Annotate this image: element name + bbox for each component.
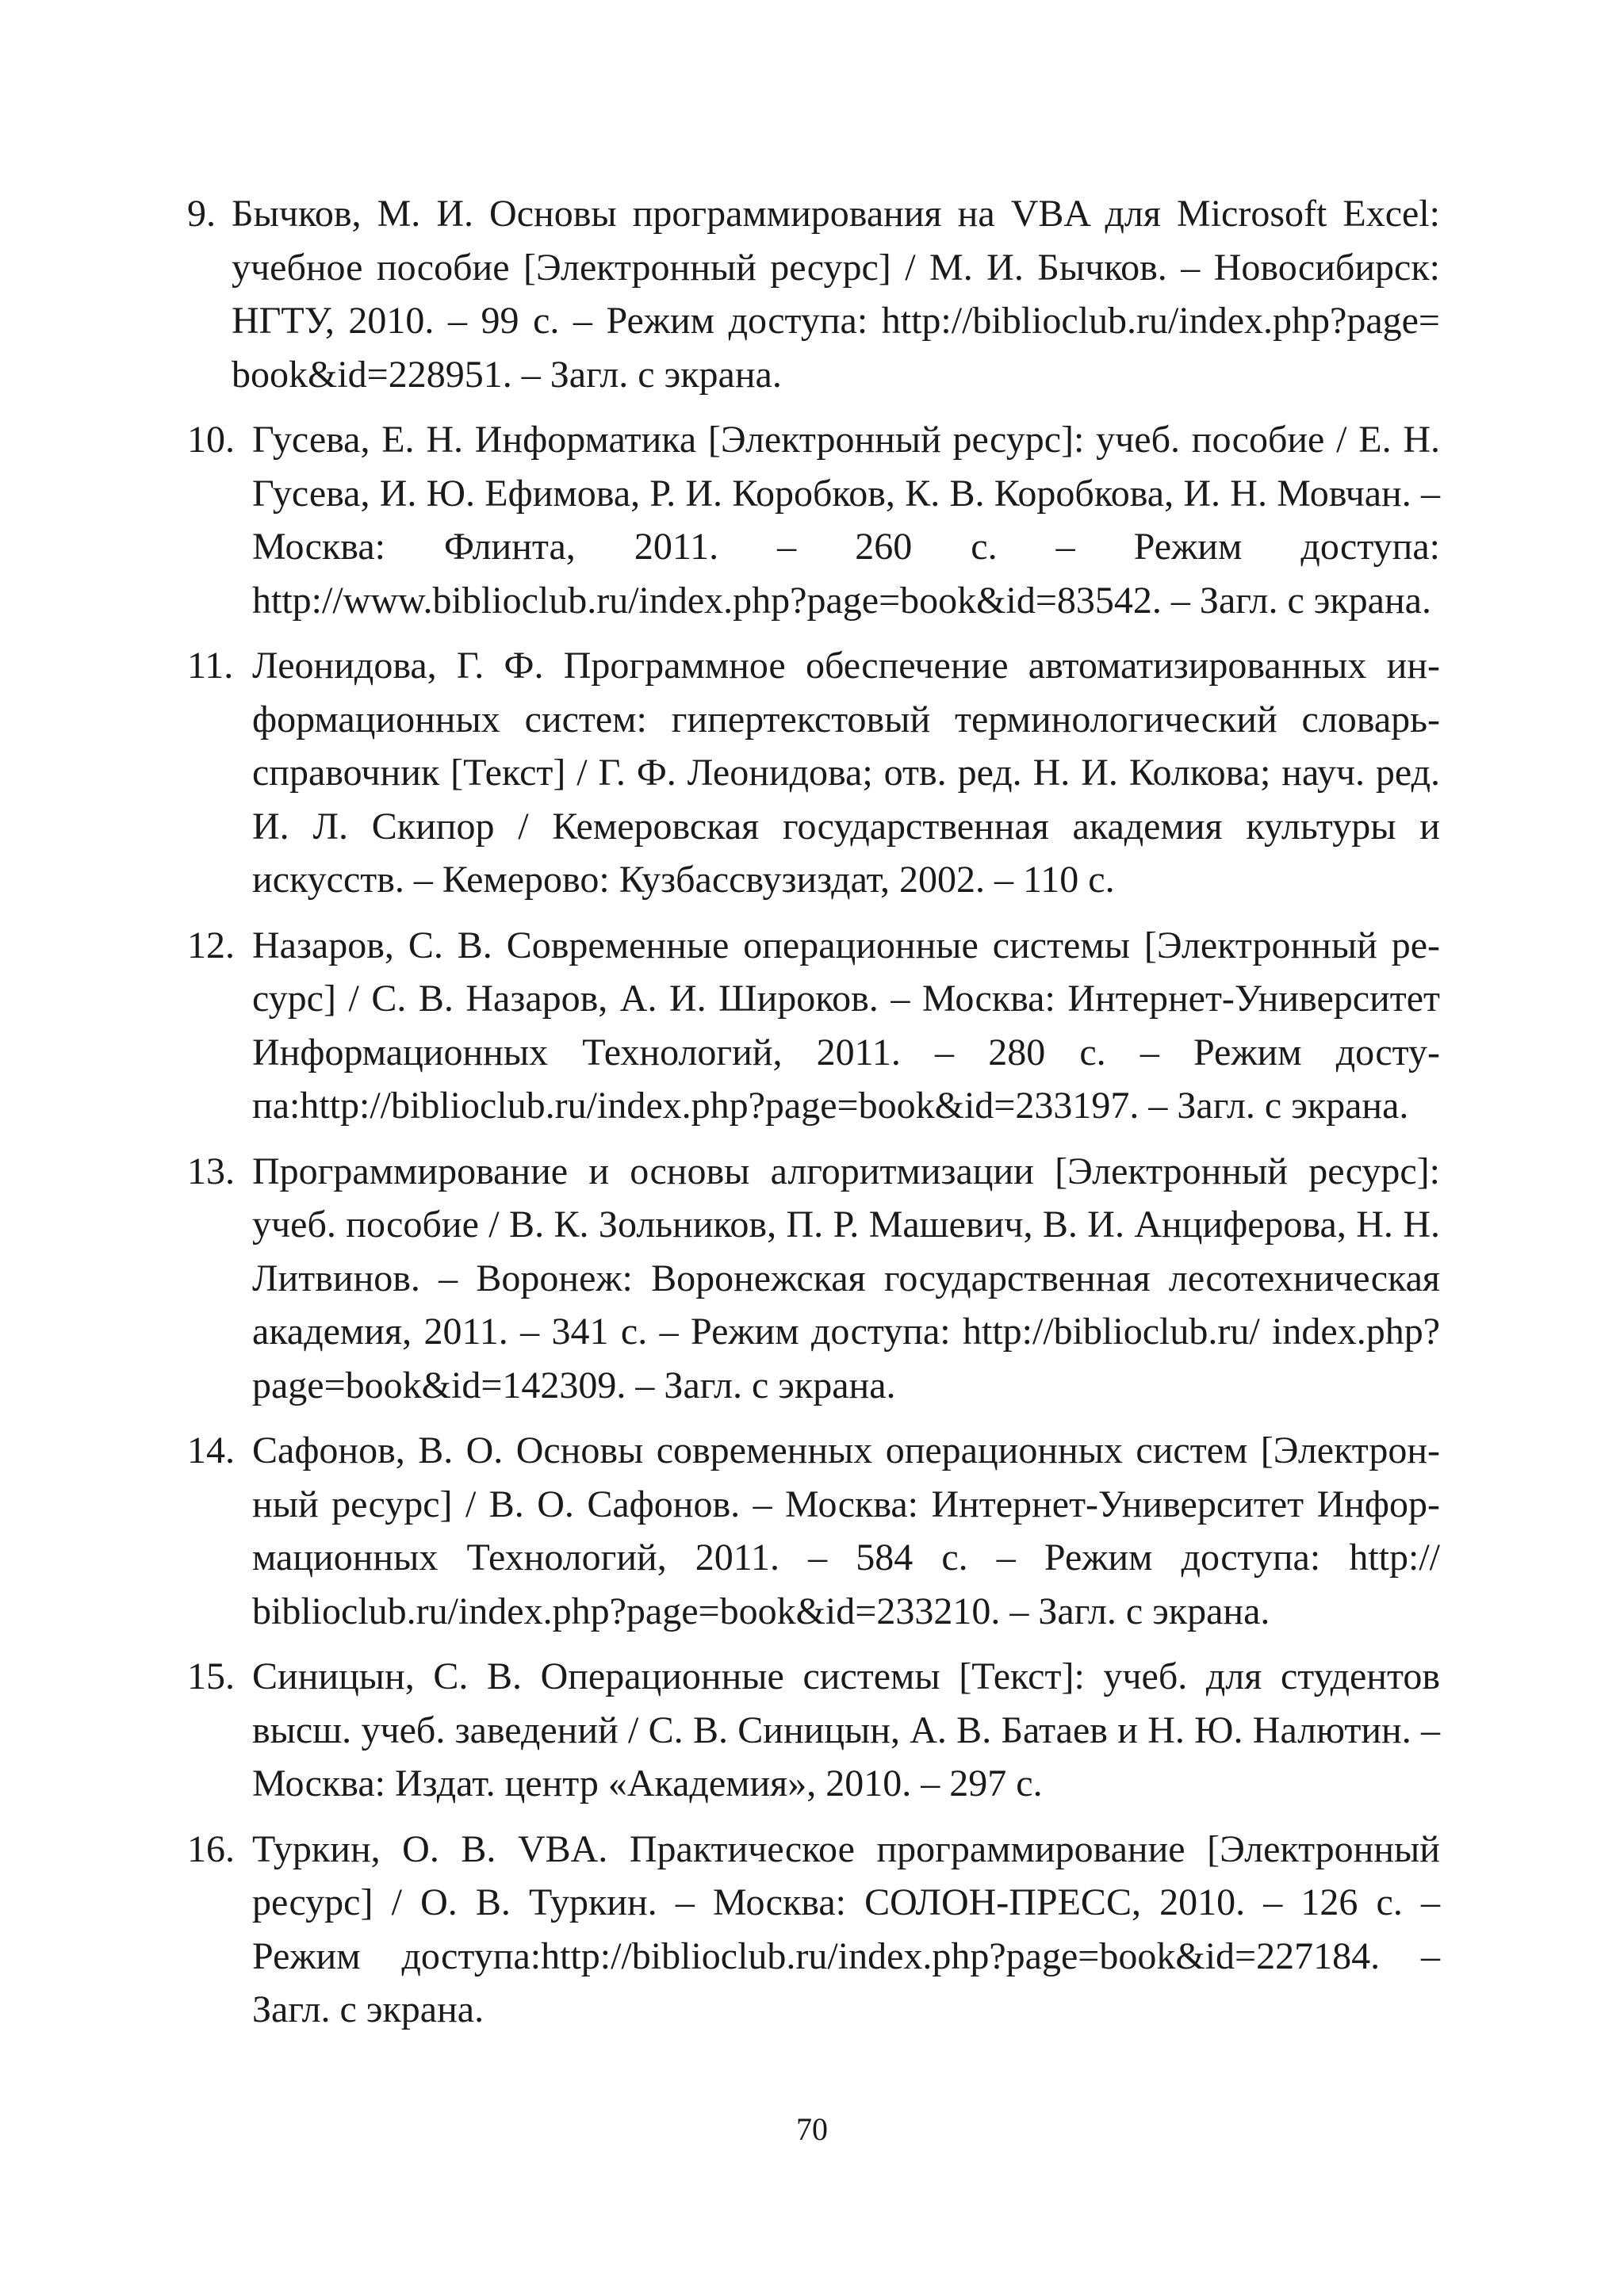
- entry-number: 12.: [187, 924, 235, 966]
- bibliography-entry-14: [187, 1424, 1440, 1638]
- entry-text: Программирование и основы алгоритмизации [Электронный ресурс]: учеб. пособие / В. К. Зольников, П. Р. Машевич, В. И. Анциферова, Н. Н. Литвинов. – Воронеж: Воронежская государственная лесотехническая академия, 2011. – 341 с. – Режим доступа: http://biblioclub.ru/ index.php?page=book&id=142309. – Загл. с экрана.: [252, 1150, 1440, 1406]
- entry-number: 15.: [187, 1655, 235, 1697]
- entry-number: 16.: [187, 1827, 235, 1870]
- entry-number: 9.: [187, 193, 216, 235]
- bibliography-entry-11: [187, 639, 1440, 907]
- bibliography-entry-9: [187, 187, 1440, 401]
- entry-number: 14.: [187, 1429, 235, 1471]
- bibliography-list: [187, 187, 1440, 2049]
- bibliography-entry-15: [187, 1650, 1440, 1811]
- entry-text: Леонидова, Г. Ф. Программное обеспечение автоматизированных информационных систем: гипертекстовый терминологический словарь-справочник [Текст] / Г. Ф. Леонидова; отв. ред. Н. И. Колкова; науч. ред. И. Л. Скипор / Кемеровская государственная академия культуры и искусств. – Кемерово: Кузбассвузиздат, 2002. – 110 с.: [252, 645, 1440, 901]
- bibliography-entry-12: [187, 919, 1440, 1133]
- entry-number: 10.: [187, 419, 235, 461]
- entry-text: Назаров, С. В. Современные операционные системы [Электронный ресурс] / С. В. Назаров, А. И. Широков. – Москва: Интернет-Университет Информационных Технологий, 2011. – 280 с. – Режим доступа:http://biblioclub.ru/index.php?page=book&id=233197. – Загл. с экрана.: [252, 924, 1440, 1127]
- entry-number: 11.: [187, 645, 234, 687]
- bibliography-entry-13: [187, 1145, 1440, 1413]
- entry-text: Сафонов, В. О. Основы современных операционных систем [Электронный ресурс] / В. О. Сафонов. – Москва: Интернет-Университет Информационных Технологий, 2011. – 584 с. – Режим доступа: http:// biblioclub.ru/index.php?page=book&id=233210. – Загл. с экрана.: [252, 1429, 1440, 1632]
- entry-number: 13.: [187, 1150, 235, 1192]
- bibliography-entry-16: [187, 1823, 1440, 2037]
- entry-text: Туркин, О. В. VBA. Практическое программирование [Электронный ресурс] / О. В. Туркин. – Москва: СОЛОН-ПРЕСС, 2010. – 126 с. – Режим доступа:http://biblioclub.ru/index.php?page=book&id=227184. – Загл. с экрана.: [252, 1827, 1440, 2030]
- entry-text: Синицын, С. В. Операционные системы [Текст]: учеб. для студентов высш. учеб. заведений / С. В. Синицын, А. В. Батаев и Н. Ю. Налютин. – Москва: Издат. центр «Академия», 2010. – 297 с.: [252, 1655, 1440, 1804]
- page-number: 70: [796, 2111, 828, 2147]
- bibliography-entry-10: [187, 413, 1440, 627]
- entry-text: Гусева, Е. Н. Информатика [Электронный ресурс]: учеб. пособие / Е. Н. Гусева, И. Ю. Ефимова, Р. И. Коробков, К. В. Коробкова, И. Н. Мовчан. – Москва: Флинта, 2011. – 260 с. – Режим доступа: http://www.biblioclub.ru/index.php?page=book&id=83542. – Загл. с экрана.: [252, 419, 1440, 622]
- entry-text: Бычков, М. И. Основы программирования на VBA для Microsoft Excel: учебное пособие [Электронный ресурс] / М. И. Бычков. – Новосибирск: НГТУ, 2010. – 99 с. – Режим доступа: http://biblioclub.ru/index.php?page= book&id=228951. – Загл. с экрана.: [232, 193, 1440, 396]
